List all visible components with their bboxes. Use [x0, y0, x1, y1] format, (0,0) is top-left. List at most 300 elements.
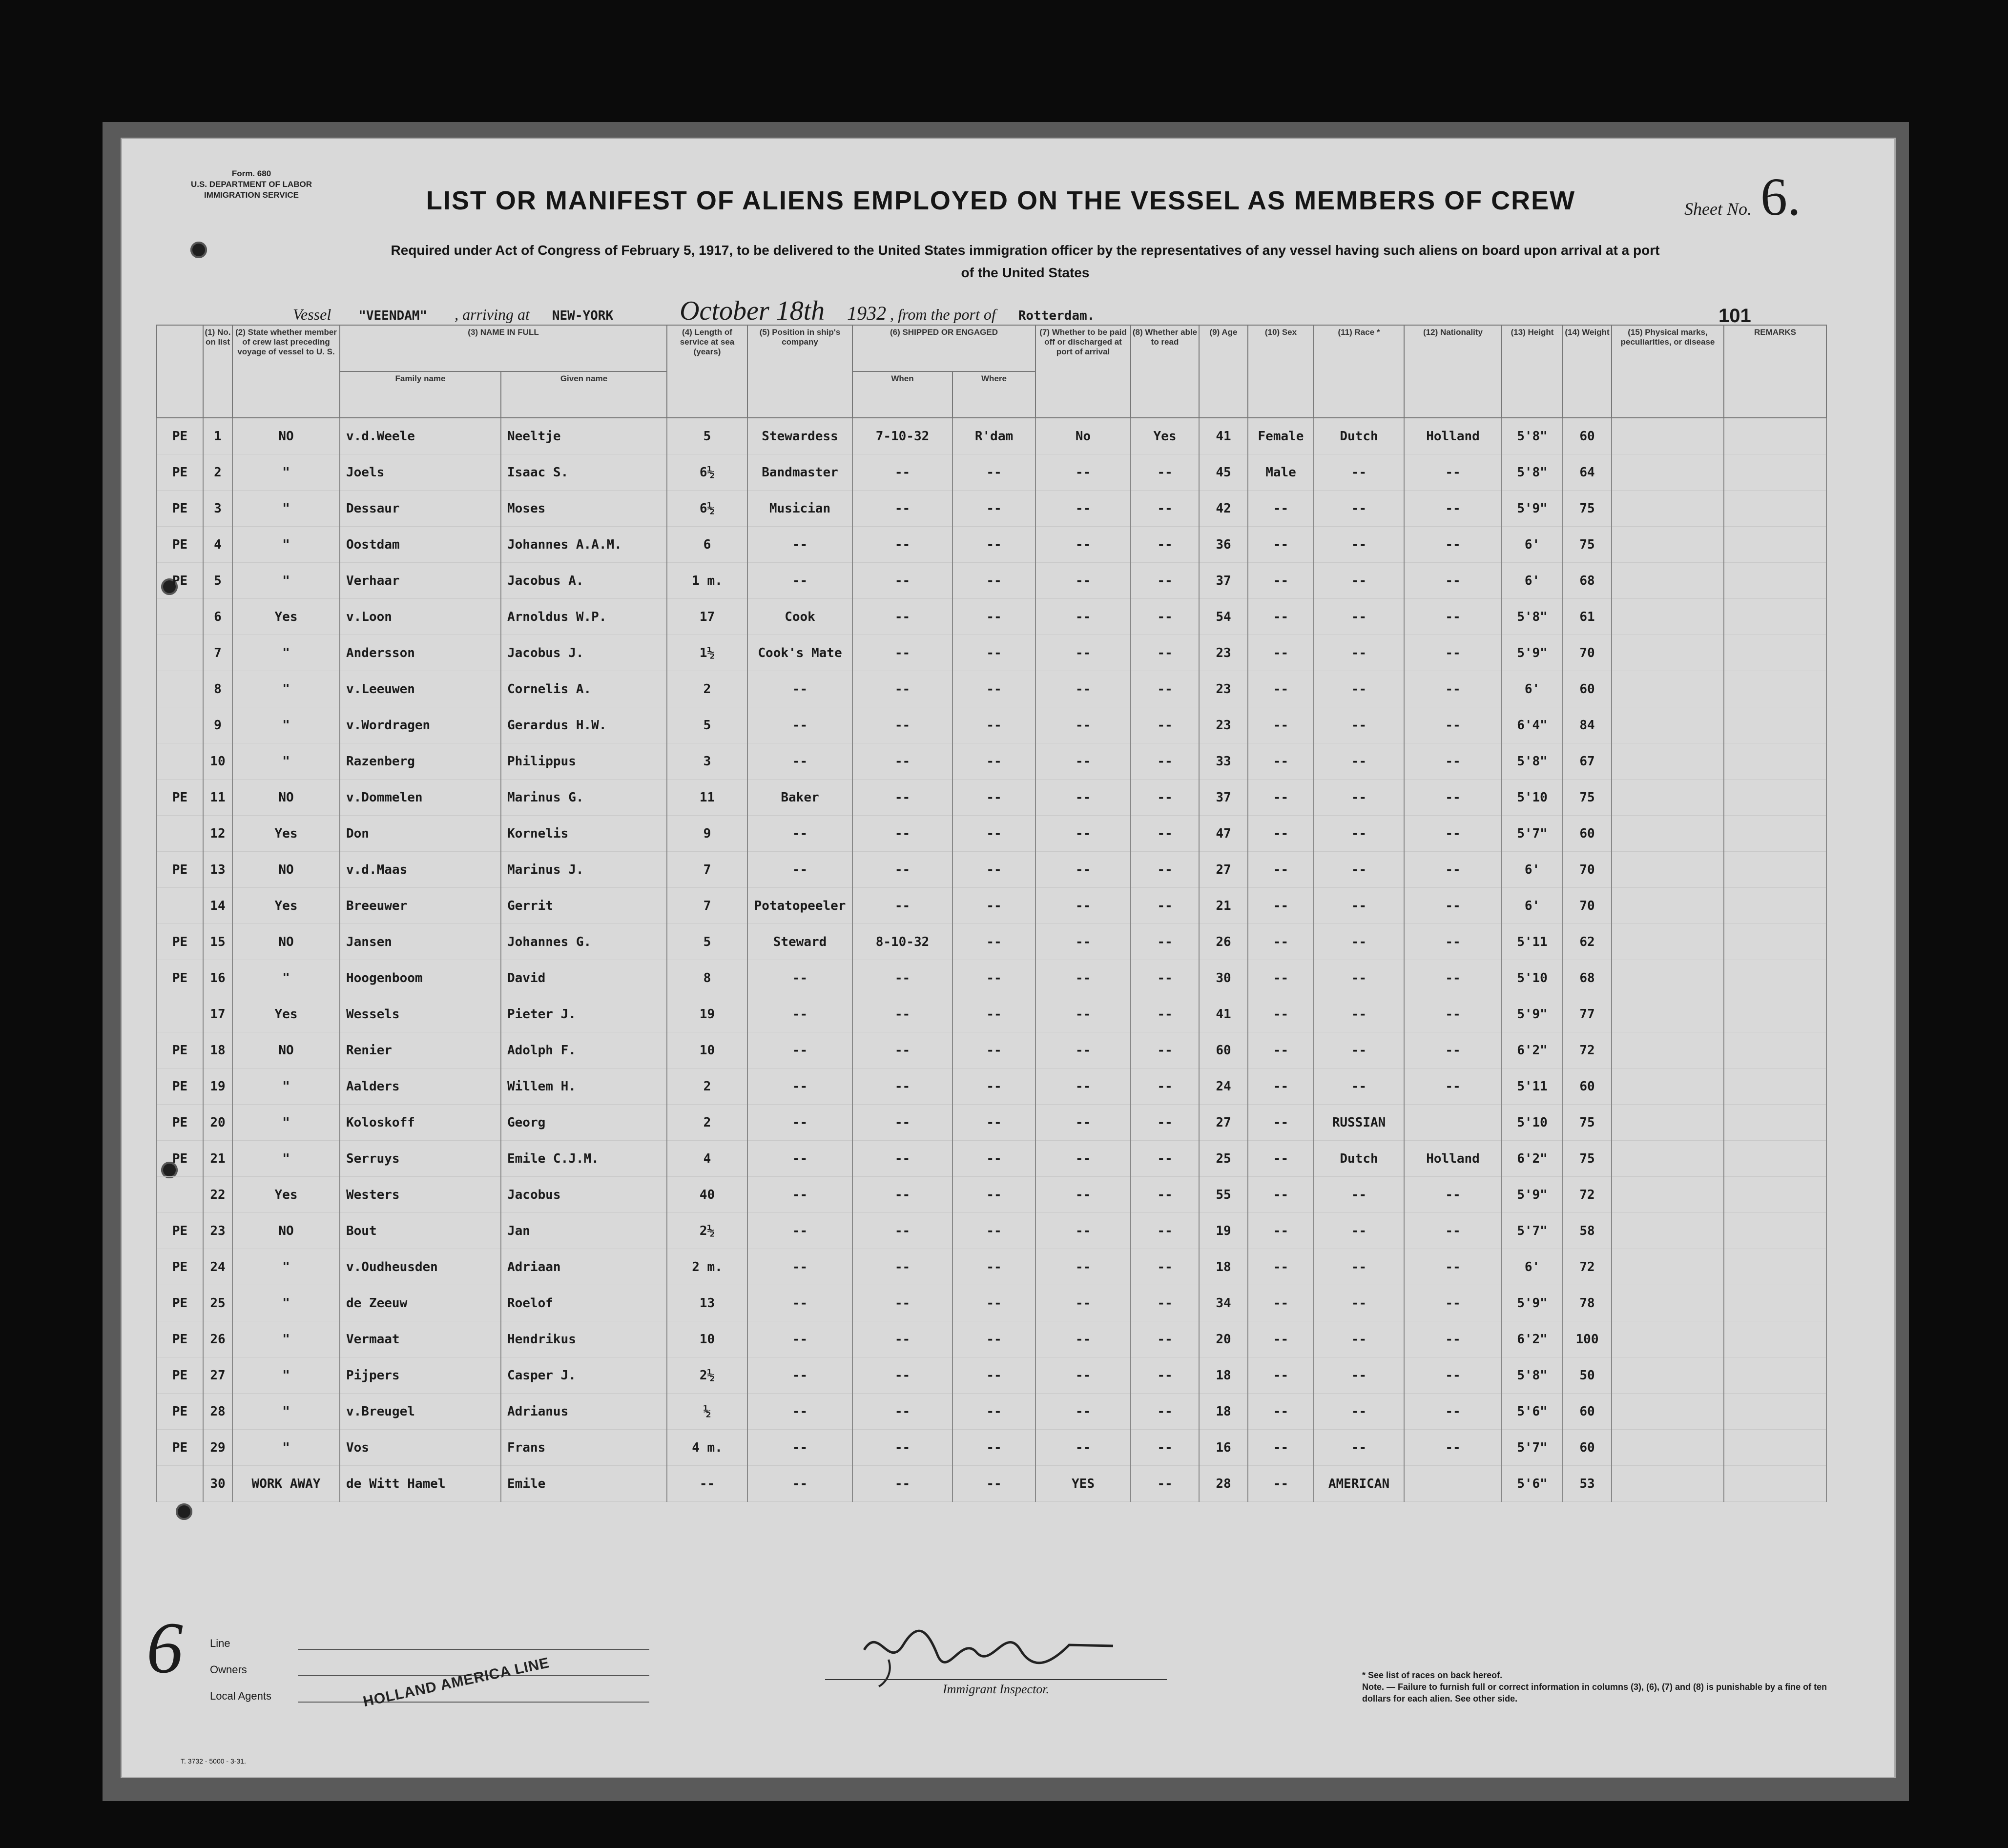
family-name: v.Loon: [340, 599, 501, 635]
row-number: 2: [203, 454, 232, 491]
able-to-read: Yes: [1131, 418, 1199, 454]
sex: --: [1248, 599, 1314, 635]
note-races: * See list of races on back hereof.: [1362, 1670, 1503, 1680]
weight: 70: [1563, 888, 1612, 924]
previous-voyage: ": [232, 1394, 340, 1430]
paid-off: --: [1035, 671, 1131, 707]
able-to-read: --: [1131, 852, 1199, 888]
table-row: [157, 1068, 1826, 1105]
pe-mark: PE: [157, 454, 203, 491]
shipped-where: --: [952, 1213, 1035, 1249]
row-number: 26: [203, 1321, 232, 1357]
row-number: 22: [203, 1177, 232, 1213]
physical-marks: [1612, 1394, 1724, 1430]
remarks: [1724, 1430, 1826, 1466]
row-number: 7: [203, 635, 232, 671]
race: --: [1314, 1032, 1404, 1068]
pe-mark: [157, 743, 203, 780]
height: 5'8": [1502, 454, 1563, 491]
shipped-when: --: [852, 743, 952, 780]
family-name: v.Dommelen: [340, 780, 501, 816]
family-name: Joels: [340, 454, 501, 491]
weight: 75: [1563, 1141, 1612, 1177]
position: --: [747, 1068, 852, 1105]
family-name: v.Leeuwen: [340, 671, 501, 707]
shipped-where: --: [952, 1466, 1035, 1502]
weight: 61: [1563, 599, 1612, 635]
given-name: Frans: [501, 1430, 667, 1466]
col-age: (9) Age: [1199, 325, 1248, 418]
previous-voyage: ": [232, 1141, 340, 1177]
able-to-read: --: [1131, 1249, 1199, 1285]
race: --: [1314, 852, 1404, 888]
position: --: [747, 1394, 852, 1430]
col-weight: (14) Weight: [1563, 325, 1612, 418]
length-of-service: 8: [667, 960, 747, 996]
age: 42: [1199, 491, 1248, 527]
nationality: --: [1404, 816, 1502, 852]
physical-marks: [1612, 1321, 1724, 1357]
race: --: [1314, 1249, 1404, 1285]
length-of-service: 4: [667, 1141, 747, 1177]
age: 18: [1199, 1394, 1248, 1430]
shipped-when: --: [852, 1141, 952, 1177]
paid-off: --: [1035, 888, 1131, 924]
previous-voyage: WORK AWAY: [232, 1466, 340, 1502]
position: --: [747, 743, 852, 780]
weight: 58: [1563, 1213, 1612, 1249]
height: 6': [1502, 527, 1563, 563]
able-to-read: --: [1131, 1394, 1199, 1430]
physical-marks: [1612, 1285, 1724, 1321]
sex: --: [1248, 1430, 1314, 1466]
paid-off: --: [1035, 599, 1131, 635]
length-of-service: 17: [667, 599, 747, 635]
paid-off: --: [1035, 780, 1131, 816]
arriving-port: NEW-YORK: [552, 308, 614, 323]
family-name: Vos: [340, 1430, 501, 1466]
age: 19: [1199, 1213, 1248, 1249]
remarks: [1724, 1177, 1826, 1213]
able-to-read: --: [1131, 635, 1199, 671]
table-row: [157, 454, 1826, 491]
age: 55: [1199, 1177, 1248, 1213]
row-number: 4: [203, 527, 232, 563]
paid-off: --: [1035, 563, 1131, 599]
subtitle-line-2: of the United States: [961, 265, 1090, 280]
shipped-where: --: [952, 563, 1035, 599]
sex: --: [1248, 1249, 1314, 1285]
previous-voyage: ": [232, 1430, 340, 1466]
paid-off: --: [1035, 454, 1131, 491]
physical-marks: [1612, 1105, 1724, 1141]
weight: 84: [1563, 707, 1612, 743]
col-length-of-service: (4) Length of service at sea (years): [667, 325, 747, 418]
height: 6': [1502, 852, 1563, 888]
remarks: [1724, 888, 1826, 924]
height: 5'10: [1502, 780, 1563, 816]
height: 5'7": [1502, 1213, 1563, 1249]
paid-off: --: [1035, 1430, 1131, 1466]
race: --: [1314, 1177, 1404, 1213]
position: --: [747, 996, 852, 1032]
sex: --: [1248, 996, 1314, 1032]
line-stamp: HOLLAND AMERICA LINE: [361, 1654, 551, 1710]
shipped-where: --: [952, 1357, 1035, 1394]
table-row: [157, 1032, 1826, 1068]
pe-mark: [157, 1177, 203, 1213]
age: 34: [1199, 1285, 1248, 1321]
paid-off: --: [1035, 1357, 1131, 1394]
shipped-where: --: [952, 888, 1035, 924]
shipped-when: --: [852, 599, 952, 635]
pe-mark: PE: [157, 1357, 203, 1394]
position: --: [747, 1430, 852, 1466]
arriving-label: , arriving at: [455, 306, 530, 323]
col-paid-off: (7) Whether to be paid off or discharged at port of arrival: [1035, 325, 1131, 418]
sex: --: [1248, 1357, 1314, 1394]
arrival-year: 1932: [847, 302, 887, 324]
age: 23: [1199, 707, 1248, 743]
physical-marks: [1612, 707, 1724, 743]
previous-voyage: ": [232, 1249, 340, 1285]
position: --: [747, 671, 852, 707]
sheet-number-value: 6.: [1760, 167, 1801, 226]
corner-mark: 6: [146, 1607, 183, 1688]
shipped-when: --: [852, 960, 952, 996]
col-shipped-where: Where: [952, 371, 1035, 418]
physical-marks: [1612, 454, 1724, 491]
row-number: 25: [203, 1285, 232, 1321]
age: 28: [1199, 1466, 1248, 1502]
position: --: [747, 1285, 852, 1321]
remarks: [1724, 1321, 1826, 1357]
shipped-where: --: [952, 780, 1035, 816]
shipped-where: R'dam: [952, 418, 1035, 454]
height: 5'10: [1502, 960, 1563, 996]
race: --: [1314, 527, 1404, 563]
row-number: 29: [203, 1430, 232, 1466]
table-row: [157, 1213, 1826, 1249]
height: 5'6": [1502, 1466, 1563, 1502]
pe-mark: [157, 671, 203, 707]
race: --: [1314, 1321, 1404, 1357]
weight: 68: [1563, 563, 1612, 599]
page-number: 101: [1718, 305, 1751, 327]
position: Cook's Mate: [747, 635, 852, 671]
age: 16: [1199, 1430, 1248, 1466]
height: 5'9": [1502, 1177, 1563, 1213]
shipped-when: --: [852, 1105, 952, 1141]
height: 5'11: [1502, 924, 1563, 960]
position: --: [747, 1105, 852, 1141]
nationality: --: [1404, 743, 1502, 780]
table-row: [157, 888, 1826, 924]
paid-off: --: [1035, 816, 1131, 852]
nationality: [1404, 1466, 1502, 1502]
able-to-read: --: [1131, 780, 1199, 816]
position: Potatopeeler: [747, 888, 852, 924]
position: Musician: [747, 491, 852, 527]
col-shipped-when: When: [852, 371, 952, 418]
length-of-service: 13: [667, 1285, 747, 1321]
shipped-where: --: [952, 671, 1035, 707]
previous-voyage: NO: [232, 418, 340, 454]
age: 41: [1199, 996, 1248, 1032]
physical-marks: [1612, 1213, 1724, 1249]
shipped-where: --: [952, 635, 1035, 671]
length-of-service: 1½: [667, 635, 747, 671]
given-name: David: [501, 960, 667, 996]
physical-marks: [1612, 563, 1724, 599]
shipped-when: --: [852, 563, 952, 599]
col-previous-voyage: (2) State whether member of crew last preceding voyage of vessel to U. S.: [232, 325, 340, 418]
previous-voyage: ": [232, 743, 340, 780]
previous-voyage: ": [232, 1105, 340, 1141]
col-name-in-full: (3) NAME IN FULL: [340, 325, 667, 371]
given-name: Johannes G.: [501, 924, 667, 960]
shipped-when: --: [852, 1249, 952, 1285]
height: 5'7": [1502, 816, 1563, 852]
previous-voyage: NO: [232, 852, 340, 888]
row-number: 17: [203, 996, 232, 1032]
age: 27: [1199, 1105, 1248, 1141]
pe-mark: PE: [157, 1249, 203, 1285]
row-number: 28: [203, 1394, 232, 1430]
sex: --: [1248, 1213, 1314, 1249]
able-to-read: --: [1131, 924, 1199, 960]
footer-note: [1362, 1669, 1850, 1704]
table-row: [157, 1285, 1826, 1321]
previous-voyage: ": [232, 1285, 340, 1321]
able-to-read: --: [1131, 707, 1199, 743]
age: 33: [1199, 743, 1248, 780]
physical-marks: [1612, 1357, 1724, 1394]
pe-mark: PE: [157, 1394, 203, 1430]
manifest-rows: [157, 418, 1826, 1502]
paid-off: --: [1035, 1032, 1131, 1068]
pe-mark: PE: [157, 852, 203, 888]
able-to-read: --: [1131, 1068, 1199, 1105]
position: --: [747, 1321, 852, 1357]
given-name: Marinus G.: [501, 780, 667, 816]
owners-label: Owners: [210, 1663, 247, 1676]
pe-mark: PE: [157, 1430, 203, 1466]
race: --: [1314, 707, 1404, 743]
nationality: --: [1404, 1213, 1502, 1249]
table-row: [157, 1321, 1826, 1357]
row-number: 8: [203, 671, 232, 707]
length-of-service: 1 m.: [667, 563, 747, 599]
height: 6': [1502, 671, 1563, 707]
age: 18: [1199, 1357, 1248, 1394]
sex: --: [1248, 1321, 1314, 1357]
col-race: (11) Race *: [1314, 325, 1404, 418]
physical-marks: [1612, 635, 1724, 671]
subtitle: [220, 239, 1831, 284]
previous-voyage: Yes: [232, 1177, 340, 1213]
age: 20: [1199, 1321, 1248, 1357]
height: 6'2": [1502, 1321, 1563, 1357]
remarks: [1724, 960, 1826, 996]
race: --: [1314, 743, 1404, 780]
age: 30: [1199, 960, 1248, 996]
shipped-when: --: [852, 1430, 952, 1466]
punch-hole: [190, 242, 207, 258]
weight: 72: [1563, 1249, 1612, 1285]
col-mark: [157, 325, 203, 418]
nationality: --: [1404, 1321, 1502, 1357]
manifest-table-wrapper: [156, 325, 1827, 1502]
row-number: 11: [203, 780, 232, 816]
length-of-service: 3: [667, 743, 747, 780]
row-number: 15: [203, 924, 232, 960]
note-penalty: Note. — Failure to furnish full or correct information in columns (3), (6), (7) and (8) is punishable by a fine of ten dollars for each alien. See other side.: [1362, 1682, 1827, 1704]
height: 5'9": [1502, 1285, 1563, 1321]
physical-marks: [1612, 1068, 1724, 1105]
remarks: [1724, 1141, 1826, 1177]
nationality: --: [1404, 996, 1502, 1032]
pe-mark: PE: [157, 924, 203, 960]
previous-voyage: ": [232, 1068, 340, 1105]
age: 21: [1199, 888, 1248, 924]
height: 6'4": [1502, 707, 1563, 743]
position: --: [747, 960, 852, 996]
paid-off: --: [1035, 1105, 1131, 1141]
paid-off: --: [1035, 1177, 1131, 1213]
family-name: v.Breugel: [340, 1394, 501, 1430]
able-to-read: --: [1131, 1285, 1199, 1321]
nationality: [1404, 1105, 1502, 1141]
table-row: [157, 563, 1826, 599]
length-of-service: 2: [667, 671, 747, 707]
family-name: Vermaat: [340, 1321, 501, 1357]
previous-voyage: Yes: [232, 996, 340, 1032]
paid-off: --: [1035, 996, 1131, 1032]
manifest-table: [156, 325, 1827, 1502]
table-row: [157, 707, 1826, 743]
pe-mark: [157, 707, 203, 743]
length-of-service: 2½: [667, 1213, 747, 1249]
length-of-service: 10: [667, 1032, 747, 1068]
given-name: Willem H.: [501, 1068, 667, 1105]
paid-off: --: [1035, 1249, 1131, 1285]
paid-off: No: [1035, 418, 1131, 454]
weight: 68: [1563, 960, 1612, 996]
weight: 72: [1563, 1177, 1612, 1213]
shipped-when: --: [852, 1285, 952, 1321]
height: 5'9": [1502, 491, 1563, 527]
previous-voyage: ": [232, 707, 340, 743]
height: 5'8": [1502, 418, 1563, 454]
table-row: [157, 996, 1826, 1032]
sex: --: [1248, 780, 1314, 816]
previous-voyage: NO: [232, 924, 340, 960]
able-to-read: --: [1131, 599, 1199, 635]
given-name: Kornelis: [501, 816, 667, 852]
nationality: --: [1404, 1285, 1502, 1321]
shipped-where: --: [952, 491, 1035, 527]
previous-voyage: NO: [232, 1032, 340, 1068]
length-of-service: 5: [667, 707, 747, 743]
physical-marks: [1612, 924, 1724, 960]
able-to-read: --: [1131, 1141, 1199, 1177]
paid-off: --: [1035, 1285, 1131, 1321]
nationality: Holland: [1404, 418, 1502, 454]
height: 6'2": [1502, 1141, 1563, 1177]
position: --: [747, 852, 852, 888]
nationality: --: [1404, 852, 1502, 888]
position: --: [747, 563, 852, 599]
line-field: [210, 1630, 649, 1657]
sex: --: [1248, 1032, 1314, 1068]
sheet-number-label: Sheet No.: [1684, 199, 1752, 219]
race: --: [1314, 996, 1404, 1032]
length-of-service: 9: [667, 816, 747, 852]
shipped-when: --: [852, 1321, 952, 1357]
row-number: 23: [203, 1213, 232, 1249]
punch-hole: [176, 1503, 192, 1520]
able-to-read: --: [1131, 960, 1199, 996]
owners-field: [210, 1657, 649, 1683]
physical-marks: [1612, 599, 1724, 635]
table-row: [157, 924, 1826, 960]
age: 41: [1199, 418, 1248, 454]
length-of-service: 6½: [667, 454, 747, 491]
paid-off: YES: [1035, 1466, 1131, 1502]
table-row: [157, 1430, 1826, 1466]
shipped-when: 8-10-32: [852, 924, 952, 960]
able-to-read: --: [1131, 743, 1199, 780]
position: --: [747, 816, 852, 852]
remarks: [1724, 852, 1826, 888]
paid-off: --: [1035, 707, 1131, 743]
length-of-service: ½: [667, 1394, 747, 1430]
vessel-name: "VEENDAM": [358, 308, 428, 323]
shipped-where: --: [952, 960, 1035, 996]
remarks: [1724, 996, 1826, 1032]
pe-mark: PE: [157, 1213, 203, 1249]
shipped-when: 7-10-32: [852, 418, 952, 454]
table-row: [157, 1357, 1826, 1394]
shipped-where: --: [952, 1141, 1035, 1177]
sex: --: [1248, 1394, 1314, 1430]
able-to-read: --: [1131, 671, 1199, 707]
weight: 62: [1563, 924, 1612, 960]
able-to-read: --: [1131, 1032, 1199, 1068]
nationality: --: [1404, 491, 1502, 527]
nationality: --: [1404, 1032, 1502, 1068]
shipped-when: --: [852, 1177, 952, 1213]
shipped-when: --: [852, 635, 952, 671]
family-name: Don: [340, 816, 501, 852]
given-name: Emile: [501, 1466, 667, 1502]
length-of-service: --: [667, 1466, 747, 1502]
shipped-when: --: [852, 1357, 952, 1394]
vessel-label: Vessel: [293, 306, 331, 323]
family-name: Wessels: [340, 996, 501, 1032]
shipped-where: --: [952, 743, 1035, 780]
remarks: [1724, 707, 1826, 743]
weight: 60: [1563, 1430, 1612, 1466]
remarks: [1724, 1068, 1826, 1105]
previous-voyage: Yes: [232, 816, 340, 852]
previous-voyage: ": [232, 491, 340, 527]
family-name: Verhaar: [340, 563, 501, 599]
family-name: Dessaur: [340, 491, 501, 527]
shipped-where: --: [952, 1068, 1035, 1105]
physical-marks: [1612, 527, 1724, 563]
